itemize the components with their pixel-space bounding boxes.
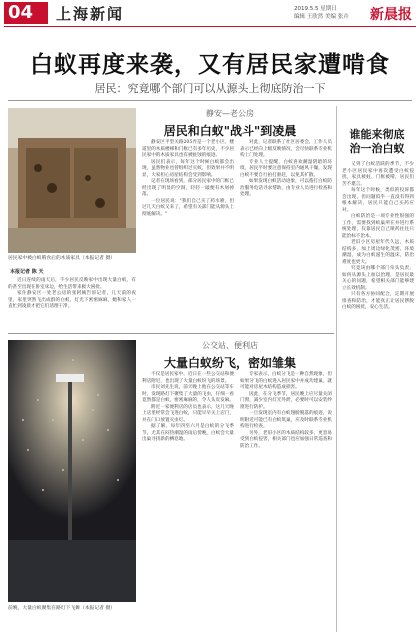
sidebar-title (340, 128, 414, 156)
story2-kicker: 公交站、便利店 (202, 341, 258, 350)
newspaper-logo: 新晨报 (370, 7, 412, 23)
story2-column-middle (142, 372, 234, 444)
paragraph: 居民们表示，每年这个时候白蚁都会出现，虽然物业也曾组织过灭蚁，但效果并不明显，大家担心房屋结构会受到影响。 (142, 159, 234, 178)
paragraph: 不仅是居民家中，近日在一些公交站和便利店附近，也出现了大量白蚁纷飞的场景。 (142, 372, 234, 384)
masthead (0, 0, 420, 28)
story2-column-right (240, 372, 332, 450)
paragraph: 附近一家便利店的店员也表示，这几天晚上店里经常会飞进白蚁，只能早早关上店门，并在门口放置灭虫灯。 (142, 404, 234, 423)
streetlight-photo-icon (8, 340, 136, 602)
story-divider (8, 333, 334, 334)
paragraph: 老旧小区房屋年代久远，木质结构多，加上周边绿化茂密、环境潮湿，成为白蚁滋生的温床，防治难度也更大。 (342, 240, 414, 265)
paragraph: 近日连续的雨天后，不少居民反映家中出现大量白蚁，有的甚至出现在卧室床边，给生活带来极大困扰。 (8, 278, 136, 290)
sidebar-title-line: 治一治白蚁 (349, 142, 405, 155)
main-headline: 白蚁再度来袭，又有居民家遭啃食 (30, 52, 390, 78)
paragraph: 一位居民说："我们自己买了药水喷，但过几天白蚁又来了，希望有关部门能从源头上彻底解决。" (142, 198, 234, 217)
headline-divider (8, 100, 412, 101)
paragraph: 对此，记者联系了社区居委会，工作人员表示已经向上级反映情况，会尽快联系专业机构上门处理。 (240, 140, 332, 158)
story1-title: 居民和白蚁"战斗"到凌晨 (163, 124, 297, 138)
page-number: 04 (4, 2, 48, 24)
paragraph: 如果发现白蚁活动迹象，可以拨打白蚁防治服务电话寻求帮助，由专业人员进行检查和处理。 (240, 179, 332, 197)
story1-column-right (240, 140, 332, 199)
issue-date: 2019.5.5 星期日 (294, 6, 337, 12)
paragraph: 又到了白蚁活跃的季节，不少老小区居民家中再次遭受白蚁侵扰，家具被蛀、门框被啃，居民们苦不堪言。 (342, 162, 414, 187)
section-name: 上海新闻 (56, 5, 125, 23)
story2-title: 大量白蚁纷飞，密如雏集 (163, 356, 296, 370)
paragraph: 因此，在分飞季节，居民晚上应尽量关闭门窗，减少室内灯光外泄，必要时可以安装纱窗进行防护。 (240, 391, 332, 410)
story1-column-left (8, 278, 136, 311)
story1-column-middle (142, 140, 234, 218)
paragraph: 专家表示，白蚁分飞是一种自然现象，但如果分飞的白蚁进入居民家中并成功建巢，就可能对房屋木结构造成损害。 (240, 372, 332, 390)
story1-photo-caption: 居民家中被白蚁啃食后的木质家具（本报记者 摄） (8, 256, 116, 261)
sidebar-title-line: 谁能来彻底 (349, 128, 405, 141)
paragraph: 记者在现场看到，部分居民家中的门框已经出现了明显的空洞，轻轻一敲便有木屑掉落。 (142, 179, 234, 197)
sidebar-body (342, 162, 414, 312)
story2-photo (8, 340, 136, 602)
paragraph: 白蚁防治是一项专业性很强的工作，需要找到蚁巢所在并进行系统处理，仅靠居民自己喷药往往只能治标不治本。 (342, 214, 414, 239)
header-divider (4, 26, 416, 27)
paragraph: 静安区平型关路205弄是一个老小区，楼道里的木质楼梯和门框已有多年历史，不少居民家中的木质家具也有被蛀蚀的痕迹。 (142, 140, 234, 158)
story1-kicker: 静安—老公房 (206, 109, 254, 118)
paragraph: 专业人士提醒，白蚁喜欢潮湿阴暗的环境，居民平时要注意保持室内通风干燥，发现白蚁不要自行拍打驱赶，以免其扩散。 (240, 159, 332, 178)
story1-photo (8, 108, 136, 253)
sidebar-divider (336, 106, 337, 632)
story1-byline: 本报记者 陈 天 (10, 269, 44, 275)
furniture-photo-icon (8, 108, 136, 253)
paragraph: 据了解，每年四至六月是白蚁的分飞季节，尤其在闷热潮湿的雨后傍晚，白蚁会大量出巢寻找新的栖息地。 (142, 424, 234, 442)
paragraph: 市民刘先生说，前天晚上他在公交站等车时，发现路灯下聚集了大量的飞虫，仔细一看竟然都是白蚁，密密麻麻的，令人头皮发麻。 (142, 385, 234, 403)
story2-photo-caption: 前晚，大量白蚁聚集在路灯下飞舞（本报记者 摄） (8, 606, 116, 611)
paragraph: 只有各方协同配合，定期开展排查和防治，才能真正让居民摆脱白蚁的困扰，安心生活。 (342, 292, 414, 310)
paragraph: 究竟该由哪个部门牵头负责，如何从源头上加以治理，是居民最关心的问题，希望相关部门能够建立长效机制。 (342, 266, 414, 291)
sub-headline: 居民：究竟哪个部门可以从源头上彻底防治一下 (94, 82, 326, 95)
paragraph: 一旦发现室内有白蚁翅膀脱落的痕迹，说明附近可能已有白蚁筑巢，应及时联系专业机构进行检查。 (240, 411, 332, 429)
editor-credit: 编辑 王欣然 美编 张卉 (294, 14, 349, 20)
paragraph: 另外，老旧小区的木质结构较多，更容易受到白蚁侵害，相关部门也应加强日常巡查和防治工作。 (240, 430, 332, 449)
paragraph: 家住静安区一处老公房的张阿姨告诉记者，几天前的夜里，家里突然飞出成群的白蚁，灯光下密密麻麻，她和家人一直忙到凌晨才把它们清理干净。 (8, 291, 136, 309)
paragraph: 每年这个时候，类似的投诉都会出现，但问题似乎一直没有得到根本解决，居民只能自己买药应对。 (342, 188, 414, 213)
